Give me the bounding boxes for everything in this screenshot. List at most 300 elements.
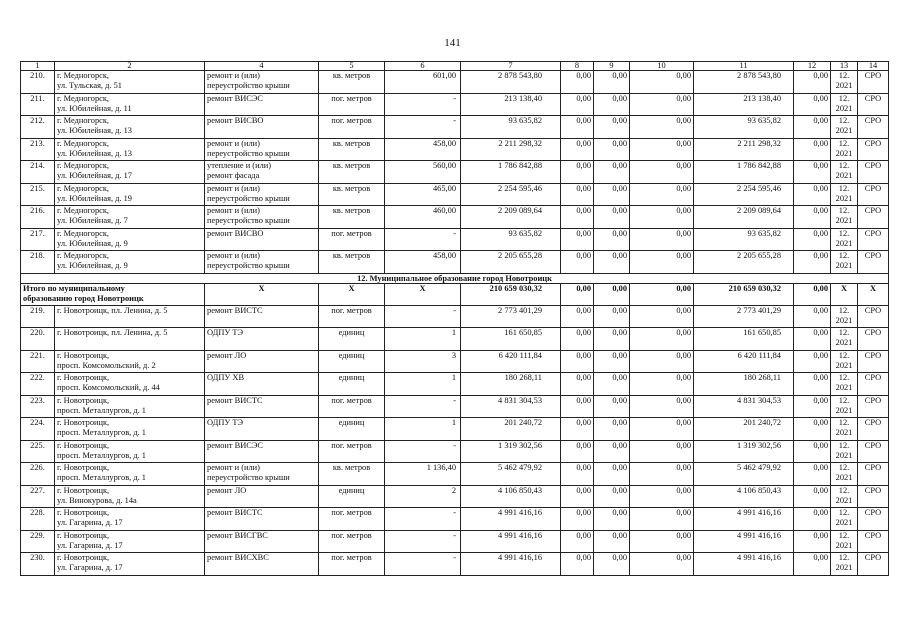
table-cell <box>385 183 461 206</box>
cell-text: г. Медногорск, <box>57 183 110 193</box>
table-cell <box>21 463 55 486</box>
table-cell <box>21 283 205 305</box>
cell-text: 0,00 <box>813 328 828 337</box>
cell-text: 0,00 <box>813 395 828 405</box>
table-cell <box>561 183 594 206</box>
cell-text: 0,00 <box>813 206 828 215</box>
table-cell <box>561 485 594 508</box>
cell-text: 214. <box>30 161 45 170</box>
cell-text: 12. <box>838 71 850 80</box>
col-header: 6 <box>385 62 461 71</box>
cell-text: 12. <box>838 373 850 382</box>
table-cell <box>385 418 461 441</box>
table-cell <box>858 418 889 441</box>
table-cell <box>794 251 831 274</box>
table-cell <box>21 350 55 373</box>
table-cell <box>831 328 858 351</box>
cell-text: 201 240,72 <box>743 418 781 427</box>
cell-text: 0,00 <box>813 93 828 103</box>
table-cell <box>694 463 794 486</box>
table-row <box>21 305 889 328</box>
table-cell <box>831 206 858 229</box>
table-cell <box>794 553 831 576</box>
table-cell <box>461 418 561 441</box>
cell-text: 216. <box>30 206 45 215</box>
cell-text: пог. метров <box>331 553 372 562</box>
cell-text: СРО <box>864 553 882 562</box>
table-cell <box>561 463 594 486</box>
table-cell <box>319 283 385 305</box>
cell-text: СРО <box>864 251 882 260</box>
cell-text: переустройство крыши <box>207 148 290 158</box>
col-header: 4 <box>205 62 319 71</box>
table-cell <box>55 440 205 463</box>
cell-text: ремонт ВИСЭС <box>207 93 263 103</box>
cell-text: единиц <box>338 373 365 382</box>
table-cell <box>55 116 205 139</box>
table-cell <box>385 138 461 161</box>
table-cell <box>55 553 205 576</box>
table-cell <box>55 418 205 441</box>
table-cell <box>21 93 55 116</box>
table-cell <box>55 138 205 161</box>
table-cell <box>694 228 794 251</box>
cell-text: переустройство крыши <box>207 216 290 226</box>
cell-text: 12. <box>838 463 850 472</box>
table-cell <box>205 553 319 576</box>
table-cell <box>794 161 831 184</box>
cell-text: 12. <box>838 305 850 315</box>
table-cell <box>794 440 831 463</box>
cell-text: 1 <box>451 328 456 337</box>
section-title-row <box>21 273 889 283</box>
cell-text: 0,00 <box>676 283 691 293</box>
cell-text: 227. <box>30 485 45 495</box>
table-cell <box>21 508 55 531</box>
table-cell <box>630 463 694 486</box>
table-cell <box>694 116 794 139</box>
cell-text: 0,00 <box>612 251 627 260</box>
cell-text: пог. метров <box>331 228 372 238</box>
table-cell <box>794 328 831 351</box>
table-cell <box>461 395 561 418</box>
cell-text: 0,00 <box>612 228 627 238</box>
table-cell <box>561 418 594 441</box>
table-cell <box>55 183 205 206</box>
table-cell <box>594 283 630 305</box>
cell-text: 2021 <box>835 193 853 203</box>
cell-text: СРО <box>864 508 882 517</box>
table-cell <box>385 116 461 139</box>
table-cell <box>831 395 858 418</box>
table-cell <box>594 161 630 184</box>
cell-text: 224. <box>30 418 45 427</box>
table-row <box>21 93 889 116</box>
cell-text: просп. Комсомольский, д. 44 <box>57 383 160 393</box>
table-cell <box>561 93 594 116</box>
cell-text: 0,00 <box>576 305 591 315</box>
table-cell <box>461 485 561 508</box>
table-cell <box>858 71 889 94</box>
cell-text: 210. <box>30 71 45 80</box>
table-cell <box>461 553 561 576</box>
cell-text: 2 211 298,32 <box>498 138 542 148</box>
cell-text: 201 240,72 <box>504 418 542 427</box>
cell-text: 12. <box>838 251 850 260</box>
cell-text: X <box>419 283 426 293</box>
cell-text: 218. <box>30 251 45 260</box>
cell-text: - <box>453 305 456 315</box>
cell-text: СРО <box>864 485 882 495</box>
table-cell <box>319 350 385 373</box>
cell-text: 0,00 <box>676 71 691 80</box>
cell-text: 2021 <box>835 405 853 415</box>
cell-text: 0,00 <box>576 350 591 360</box>
table-row <box>21 328 889 351</box>
table-cell <box>630 305 694 328</box>
cell-text: 210 659 030,32 <box>489 283 542 293</box>
cell-text: 12. <box>838 440 850 450</box>
cell-text: 5 462 479,92 <box>498 463 542 472</box>
table-cell <box>594 553 630 576</box>
table-cell <box>858 228 889 251</box>
table-row <box>21 183 889 206</box>
table-cell <box>319 138 385 161</box>
cell-text: 0,00 <box>612 418 627 427</box>
cell-text: 217. <box>30 228 45 238</box>
cell-text: г. Новотроицк, <box>57 508 110 517</box>
table-cell <box>205 228 319 251</box>
cell-text: 2 878 543,80 <box>737 71 781 80</box>
table-cell <box>319 373 385 396</box>
cell-text: ул. Юбилейная, д. 19 <box>57 193 132 203</box>
cell-text: 6 420 111,84 <box>498 350 542 360</box>
cell-text: СРО <box>864 530 882 540</box>
table-row <box>21 508 889 531</box>
cell-text: 2 <box>451 485 456 495</box>
cell-text: г. Медногорск, <box>57 206 110 215</box>
cell-text: 161 650,85 <box>504 328 542 337</box>
table-cell <box>858 395 889 418</box>
cell-text: 0,00 <box>612 463 627 472</box>
table-cell <box>55 485 205 508</box>
section-title: 12. Муниципальное образование город Новотроицк <box>21 273 889 283</box>
cell-text: 12. <box>838 161 850 170</box>
table-cell <box>858 283 889 305</box>
table-cell <box>858 328 889 351</box>
table-cell <box>630 138 694 161</box>
table-cell <box>858 350 889 373</box>
cell-text: 0,00 <box>612 440 627 450</box>
cell-text: ул. Гагарина, д. 17 <box>57 563 123 573</box>
cell-text: 0,00 <box>813 553 828 562</box>
table-cell <box>319 305 385 328</box>
cell-text: пог. метров <box>331 93 372 103</box>
table-cell <box>694 138 794 161</box>
cell-text: 2021 <box>835 81 853 91</box>
table-cell <box>630 93 694 116</box>
cell-text: г. Новотроицк, <box>57 395 110 405</box>
cell-text: СРО <box>864 395 882 405</box>
table-cell <box>831 228 858 251</box>
table-cell <box>205 395 319 418</box>
cell-text: 0,00 <box>813 161 828 170</box>
table-cell <box>205 183 319 206</box>
cell-text: переустройство крыши <box>207 193 290 203</box>
table-cell <box>630 283 694 305</box>
table-cell <box>630 161 694 184</box>
table-cell <box>55 508 205 531</box>
table-cell <box>594 138 630 161</box>
cell-text: кв. метров <box>332 463 371 472</box>
table-cell <box>461 206 561 229</box>
table-cell <box>461 228 561 251</box>
cell-text: 0,00 <box>813 228 828 238</box>
cell-text: 560,00 <box>432 161 456 170</box>
table-cell <box>385 251 461 274</box>
table-cell <box>385 305 461 328</box>
cell-text: 2 205 655,28 <box>498 251 542 260</box>
cell-text: 4 106 850,43 <box>498 485 542 495</box>
cell-text: 12. <box>838 93 850 103</box>
table-row <box>21 71 889 94</box>
cell-text: 0,00 <box>676 350 691 360</box>
table-cell <box>858 463 889 486</box>
table-cell <box>319 328 385 351</box>
table-cell <box>831 530 858 553</box>
col-header: 10 <box>630 62 694 71</box>
table-cell <box>319 553 385 576</box>
cell-text: 0,00 <box>612 305 627 315</box>
table-cell <box>561 395 594 418</box>
table-cell <box>385 228 461 251</box>
table-cell <box>561 508 594 531</box>
table-cell <box>55 206 205 229</box>
cell-text: X <box>869 283 877 293</box>
cell-text: СРО <box>864 305 882 315</box>
cell-text: ремонт фасада <box>207 171 260 181</box>
table-cell <box>319 116 385 139</box>
cell-text: 0,00 <box>813 350 828 360</box>
table-cell <box>694 440 794 463</box>
table-cell <box>319 530 385 553</box>
page-number: 141 <box>444 37 461 49</box>
table-cell <box>858 485 889 508</box>
cell-text: 0,00 <box>576 328 591 337</box>
table-cell <box>21 328 55 351</box>
table-cell <box>794 508 831 531</box>
cell-text: 0,00 <box>676 373 691 382</box>
cell-text: 0,00 <box>576 530 591 540</box>
cell-text: - <box>453 508 456 517</box>
cell-text: ул. Юбилейная, д. 13 <box>57 126 132 136</box>
cell-text: г. Медногорск, <box>57 138 110 148</box>
table-cell <box>831 138 858 161</box>
col-header: 9 <box>594 62 630 71</box>
table-cell <box>694 183 794 206</box>
table-cell <box>205 530 319 553</box>
cell-text: 0,00 <box>576 508 591 517</box>
table-cell <box>385 328 461 351</box>
cell-text: 12. <box>838 350 850 360</box>
cell-text: 0,00 <box>576 138 591 148</box>
cell-text: единиц <box>338 350 365 360</box>
cell-text: 5 462 479,92 <box>737 463 781 472</box>
table-cell <box>594 395 630 418</box>
table-cell <box>831 116 858 139</box>
table-cell <box>694 553 794 576</box>
table-cell <box>319 251 385 274</box>
table-cell <box>205 350 319 373</box>
cell-text: 4 106 850,43 <box>737 485 781 495</box>
cell-text: 12. <box>838 116 850 125</box>
cell-text: г. Новотроицк, <box>57 463 110 472</box>
table-cell <box>205 93 319 116</box>
cell-text: 1 <box>451 418 456 427</box>
cell-text: 0,00 <box>676 251 691 260</box>
cell-text: Итого по муниципальному <box>23 283 125 293</box>
table-cell <box>858 305 889 328</box>
table-cell <box>694 350 794 373</box>
table-cell <box>55 228 205 251</box>
cell-text: 0,00 <box>576 395 591 405</box>
table-row <box>21 161 889 184</box>
table-cell <box>21 373 55 396</box>
cell-text: 0,00 <box>612 553 627 562</box>
table-cell <box>205 485 319 508</box>
cell-text: ул. Гагарина, д. 17 <box>57 540 123 550</box>
cell-text: ремонт ВИСТС <box>207 395 263 405</box>
table-cell <box>55 328 205 351</box>
cell-text: 12. <box>838 183 850 193</box>
cell-text: 0,00 <box>576 463 591 472</box>
cell-text: 4 991 416,16 <box>737 553 781 562</box>
table-cell <box>858 161 889 184</box>
cell-text: г. Медногорск, <box>57 161 110 170</box>
cell-text: переустройство крыши <box>207 81 290 91</box>
cell-text: 223. <box>30 395 45 405</box>
cell-text: ул. Винокурова, д. 14а <box>57 495 137 505</box>
cell-text: 2021 <box>835 428 853 438</box>
table-cell <box>630 440 694 463</box>
cell-text: ОДПУ ТЭ <box>207 328 244 337</box>
table-cell <box>561 305 594 328</box>
table-cell <box>794 183 831 206</box>
table-cell <box>630 508 694 531</box>
col-header: 14 <box>858 62 889 71</box>
cell-text: ремонт ВИСВО <box>207 116 264 125</box>
cell-text: СРО <box>864 183 882 193</box>
cell-text: 211. <box>30 93 45 103</box>
cell-text: X <box>348 283 355 293</box>
cell-text: 180 268,11 <box>743 373 781 382</box>
table-cell <box>561 228 594 251</box>
cell-text: пог. метров <box>331 116 372 125</box>
table-row <box>21 463 889 486</box>
cell-text: ул. Юбилейная, д. 13 <box>57 148 132 158</box>
cell-text: пог. метров <box>331 440 372 450</box>
cell-text: 2021 <box>835 518 853 528</box>
cell-text: 2021 <box>835 103 853 113</box>
cell-text: 1 319 302,56 <box>498 440 542 450</box>
cell-text: 1 786 842,88 <box>737 161 781 170</box>
cell-text: 4 831 304,53 <box>737 395 781 405</box>
cell-text: ремонт и (или) <box>207 71 260 80</box>
table-cell <box>858 183 889 206</box>
cell-text: 0,00 <box>612 206 627 215</box>
cell-text: 219. <box>30 305 45 315</box>
cell-text: ул. Тульская, д. 51 <box>57 81 122 91</box>
table-cell <box>561 251 594 274</box>
table-cell <box>21 440 55 463</box>
table-cell <box>858 440 889 463</box>
table-cell <box>594 228 630 251</box>
cell-text: 2 254 595,46 <box>498 183 542 193</box>
cell-text: переустройство крыши <box>207 473 290 483</box>
table-cell <box>561 440 594 463</box>
cell-text: 12. <box>838 485 850 495</box>
table-cell <box>561 283 594 305</box>
table-cell <box>561 138 594 161</box>
cell-text: 1 319 302,56 <box>737 440 781 450</box>
table-cell <box>205 116 319 139</box>
cell-text: СРО <box>864 328 882 337</box>
table-cell <box>594 251 630 274</box>
table-cell <box>694 283 794 305</box>
table-cell <box>794 350 831 373</box>
table-cell <box>694 93 794 116</box>
table-cell <box>831 508 858 531</box>
cell-text: просп. Металлургов, д. 1 <box>57 473 146 483</box>
cell-text: 210 659 030,32 <box>728 283 781 293</box>
table-cell <box>794 93 831 116</box>
cell-text: 0,00 <box>612 283 627 293</box>
table-cell <box>694 206 794 229</box>
table-cell <box>55 161 205 184</box>
cell-text: 2021 <box>835 148 853 158</box>
cell-text: 458,00 <box>432 138 456 148</box>
table-cell <box>205 138 319 161</box>
table-cell <box>694 305 794 328</box>
cell-text: г. Новотроицк, <box>57 440 110 450</box>
cell-text: 221. <box>30 350 45 360</box>
cell-text: 0,00 <box>676 508 691 517</box>
cell-text: 4 991 416,16 <box>737 530 781 540</box>
table-cell <box>21 530 55 553</box>
table-cell <box>319 93 385 116</box>
table-cell <box>858 530 889 553</box>
cell-text: 0,00 <box>612 93 627 103</box>
cell-text: X <box>258 283 265 293</box>
cell-text: 225. <box>30 440 45 450</box>
table-cell <box>205 463 319 486</box>
cell-text: 0,00 <box>813 373 828 382</box>
cell-text: 2021 <box>835 450 853 460</box>
table-cell <box>594 305 630 328</box>
table-cell <box>594 116 630 139</box>
table-cell <box>831 93 858 116</box>
cell-text: 0,00 <box>676 418 691 427</box>
cell-text: 0,00 <box>576 93 591 103</box>
table-cell <box>561 71 594 94</box>
cell-text: 0,00 <box>612 116 627 125</box>
table-cell <box>55 305 205 328</box>
cell-text: 12. <box>838 553 850 562</box>
table-cell <box>630 116 694 139</box>
table-cell <box>594 328 630 351</box>
cell-text: 0,00 <box>576 228 591 238</box>
col-header: 11 <box>694 62 794 71</box>
